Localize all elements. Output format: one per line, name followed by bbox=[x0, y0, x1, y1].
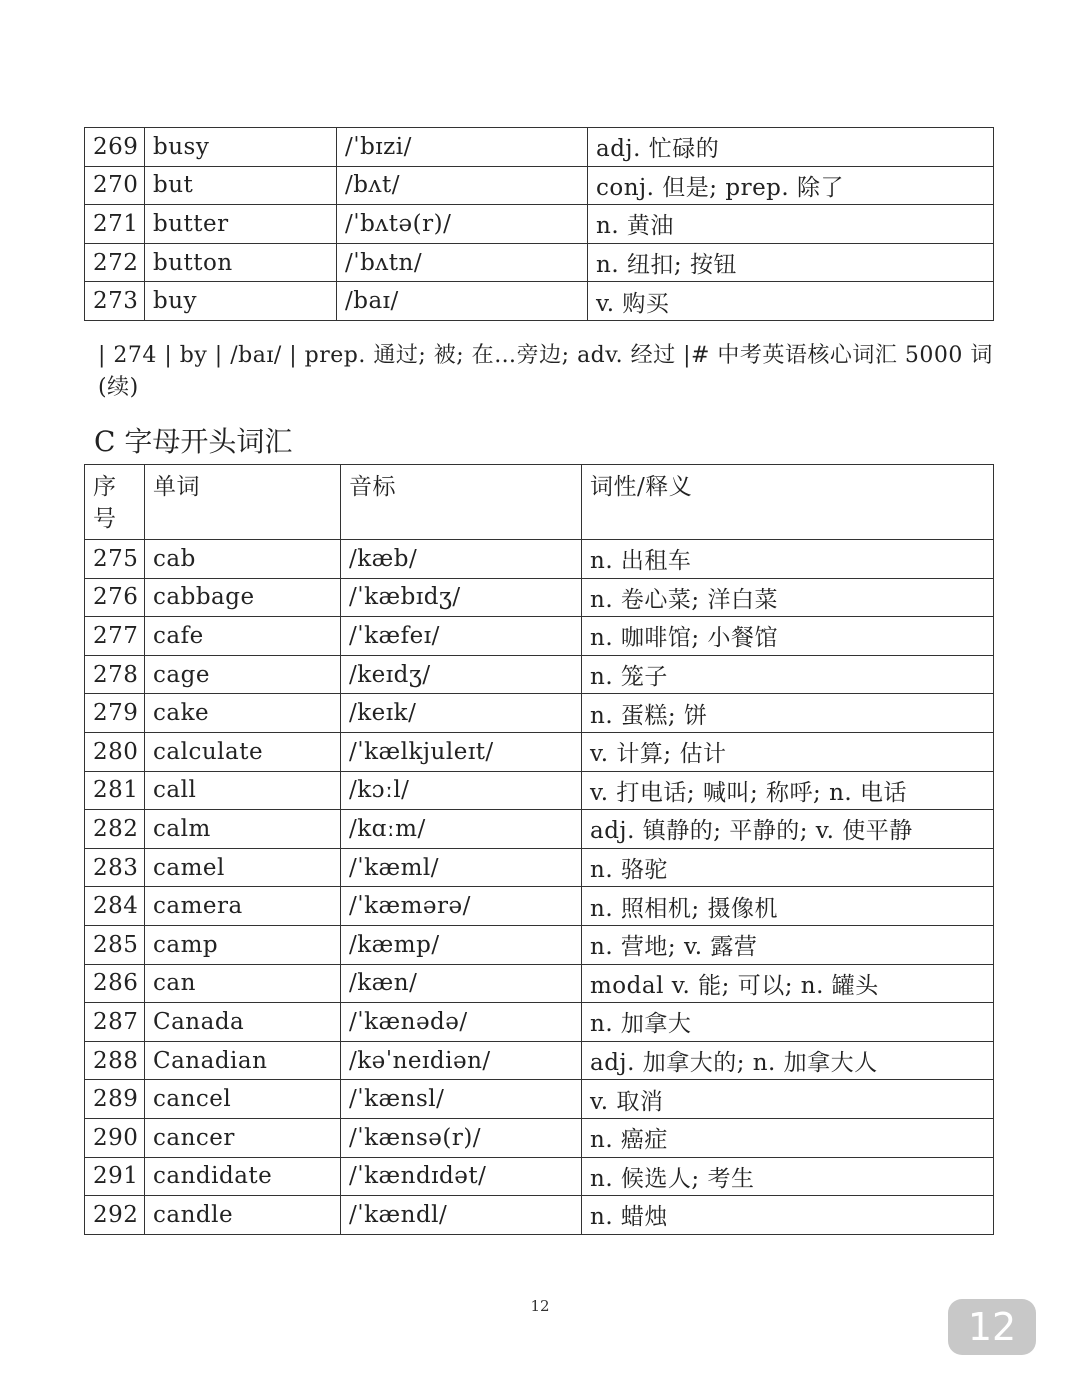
cell-phonetic: /kəˈneɪdiən/ bbox=[341, 1041, 582, 1080]
cell-no: 292 bbox=[85, 1196, 145, 1235]
table-row bbox=[85, 925, 994, 964]
cell-phonetic: /kæn/ bbox=[341, 964, 582, 1003]
section-heading: C 字母开头词汇 bbox=[94, 425, 293, 458]
table-row bbox=[85, 1003, 994, 1042]
cell-phonetic: /ˈbʌtn/ bbox=[337, 243, 588, 282]
page-badge: 12 bbox=[948, 1299, 1036, 1355]
cell-word: calm bbox=[145, 810, 341, 849]
cell-meaning: n. 营地; v. 露营 bbox=[582, 925, 994, 964]
table-row bbox=[85, 1080, 994, 1119]
cell-meaning: conj. 但是; prep. 除了 bbox=[588, 166, 994, 205]
cell-meaning: n. 骆驼 bbox=[582, 848, 994, 887]
cell-phonetic: /baɪ/ bbox=[337, 282, 588, 321]
table-row bbox=[85, 694, 994, 733]
vocab-table-b-continued bbox=[84, 127, 994, 321]
table-row bbox=[85, 1041, 994, 1080]
cell-word: call bbox=[145, 771, 341, 810]
cell-word: cake bbox=[145, 694, 341, 733]
cell-meaning: n. 笼子 bbox=[582, 655, 994, 694]
header-no: 序号 bbox=[85, 465, 145, 540]
table-row bbox=[85, 1196, 994, 1235]
cell-meaning: v. 取消 bbox=[582, 1080, 994, 1119]
cell-phonetic: /ˈbɪzi/ bbox=[337, 128, 588, 167]
cell-meaning: v. 计算; 估计 bbox=[582, 732, 994, 771]
cell-meaning: v. 购买 bbox=[588, 282, 994, 321]
table-row bbox=[85, 540, 994, 579]
section-note: | 274 | by | /baɪ/ | prep. 通过; 被; 在…旁边; adv. 经过 |# 中考英语核心词汇 5000 词 (续) bbox=[98, 343, 993, 400]
cell-word: cancel bbox=[145, 1080, 341, 1119]
cell-word: cafe bbox=[145, 617, 341, 656]
page-number: 12 bbox=[530, 1297, 550, 1315]
cell-no: 282 bbox=[85, 810, 145, 849]
cell-meaning: adj. 镇静的; 平静的; v. 使平静 bbox=[582, 810, 994, 849]
cell-word: camp bbox=[145, 925, 341, 964]
cell-word: calculate bbox=[145, 732, 341, 771]
cell-meaning: n. 照相机; 摄像机 bbox=[582, 887, 994, 926]
cell-no: 291 bbox=[85, 1157, 145, 1196]
vocab-table-c bbox=[84, 464, 994, 1235]
table-row bbox=[85, 578, 994, 617]
cell-meaning: n. 候选人; 考生 bbox=[582, 1157, 994, 1196]
cell-word: camel bbox=[145, 848, 341, 887]
table-row bbox=[85, 732, 994, 771]
cell-meaning: modal v. 能; 可以; n. 罐头 bbox=[582, 964, 994, 1003]
cell-phonetic: /kæmp/ bbox=[341, 925, 582, 964]
cell-word: cabbage bbox=[145, 578, 341, 617]
cell-phonetic: /kɔːl/ bbox=[341, 771, 582, 810]
cell-word: cancer bbox=[145, 1118, 341, 1157]
table-row bbox=[85, 243, 994, 282]
cell-no: 286 bbox=[85, 964, 145, 1003]
cell-meaning: n. 纽扣; 按钮 bbox=[588, 243, 994, 282]
cell-no: 273 bbox=[85, 282, 145, 321]
cell-no: 285 bbox=[85, 925, 145, 964]
table-row bbox=[85, 810, 994, 849]
cell-no: 281 bbox=[85, 771, 145, 810]
cell-no: 283 bbox=[85, 848, 145, 887]
table-header-row bbox=[85, 465, 994, 540]
table-row bbox=[85, 128, 994, 167]
cell-phonetic: /ˈkæbɪdʒ/ bbox=[341, 578, 582, 617]
table-row bbox=[85, 655, 994, 694]
table-row bbox=[85, 166, 994, 205]
table-body bbox=[85, 128, 994, 321]
cell-no: 278 bbox=[85, 655, 145, 694]
cell-phonetic: /keɪk/ bbox=[341, 694, 582, 733]
cell-no: 275 bbox=[85, 540, 145, 579]
table-row bbox=[85, 617, 994, 656]
cell-word: Canada bbox=[145, 1003, 341, 1042]
cell-meaning: n. 蛋糕; 饼 bbox=[582, 694, 994, 733]
cell-meaning: n. 蜡烛 bbox=[582, 1196, 994, 1235]
cell-phonetic: /ˈkænsə(r)/ bbox=[341, 1118, 582, 1157]
cell-meaning: adj. 忙碌的 bbox=[588, 128, 994, 167]
cell-phonetic: /ˈbʌtə(r)/ bbox=[337, 205, 588, 244]
table-row bbox=[85, 848, 994, 887]
table-row bbox=[85, 1157, 994, 1196]
cell-phonetic: /keɪdʒ/ bbox=[341, 655, 582, 694]
cell-word: cage bbox=[145, 655, 341, 694]
cell-phonetic: /ˈkænədə/ bbox=[341, 1003, 582, 1042]
cell-meaning: n. 咖啡馆; 小餐馆 bbox=[582, 617, 994, 656]
cell-word: button bbox=[145, 243, 337, 282]
cell-meaning: n. 癌症 bbox=[582, 1118, 994, 1157]
cell-no: 277 bbox=[85, 617, 145, 656]
cell-phonetic: /ˈkæml/ bbox=[341, 848, 582, 887]
cell-phonetic: /ˈkændɪdət/ bbox=[341, 1157, 582, 1196]
cell-no: 270 bbox=[85, 166, 145, 205]
cell-word: cab bbox=[145, 540, 341, 579]
cell-no: 287 bbox=[85, 1003, 145, 1042]
cell-no: 279 bbox=[85, 694, 145, 733]
cell-phonetic: /ˈkæfeɪ/ bbox=[341, 617, 582, 656]
cell-no: 290 bbox=[85, 1118, 145, 1157]
cell-phonetic: /ˈkænsl/ bbox=[341, 1080, 582, 1119]
cell-word: but bbox=[145, 166, 337, 205]
cell-no: 280 bbox=[85, 732, 145, 771]
cell-word: busy bbox=[145, 128, 337, 167]
table-row bbox=[85, 964, 994, 1003]
cell-word: candle bbox=[145, 1196, 341, 1235]
table-body bbox=[85, 465, 994, 1235]
cell-phonetic: /kæb/ bbox=[341, 540, 582, 579]
header-meaning: 词性/释义 bbox=[582, 465, 994, 540]
cell-phonetic: /kɑːm/ bbox=[341, 810, 582, 849]
cell-phonetic: /ˈkælkjuleɪt/ bbox=[341, 732, 582, 771]
cell-meaning: adj. 加拿大的; n. 加拿大人 bbox=[582, 1041, 994, 1080]
cell-meaning: n. 出租车 bbox=[582, 540, 994, 579]
header-word: 单词 bbox=[145, 465, 341, 540]
cell-no: 289 bbox=[85, 1080, 145, 1119]
table-row bbox=[85, 1118, 994, 1157]
cell-phonetic: /ˈkændl/ bbox=[341, 1196, 582, 1235]
cell-no: 276 bbox=[85, 578, 145, 617]
cell-no: 288 bbox=[85, 1041, 145, 1080]
cell-word: can bbox=[145, 964, 341, 1003]
cell-word: camera bbox=[145, 887, 341, 926]
cell-word: candidate bbox=[145, 1157, 341, 1196]
cell-no: 284 bbox=[85, 887, 145, 926]
cell-word: Canadian bbox=[145, 1041, 341, 1080]
cell-meaning: n. 加拿大 bbox=[582, 1003, 994, 1042]
cell-meaning: n. 黄油 bbox=[588, 205, 994, 244]
cell-phonetic: /ˈkæmərə/ bbox=[341, 887, 582, 926]
header-phonetic: 音标 bbox=[341, 465, 582, 540]
cell-no: 272 bbox=[85, 243, 145, 282]
table-row bbox=[85, 205, 994, 244]
cell-word: butter bbox=[145, 205, 337, 244]
cell-meaning: n. 卷心菜; 洋白菜 bbox=[582, 578, 994, 617]
cell-phonetic: /bʌt/ bbox=[337, 166, 588, 205]
cell-word: buy bbox=[145, 282, 337, 321]
table-row bbox=[85, 282, 994, 321]
cell-meaning: v. 打电话; 喊叫; 称呼; n. 电话 bbox=[582, 771, 994, 810]
table-row bbox=[85, 887, 994, 926]
cell-no: 269 bbox=[85, 128, 145, 167]
cell-no: 271 bbox=[85, 205, 145, 244]
table-row bbox=[85, 771, 994, 810]
